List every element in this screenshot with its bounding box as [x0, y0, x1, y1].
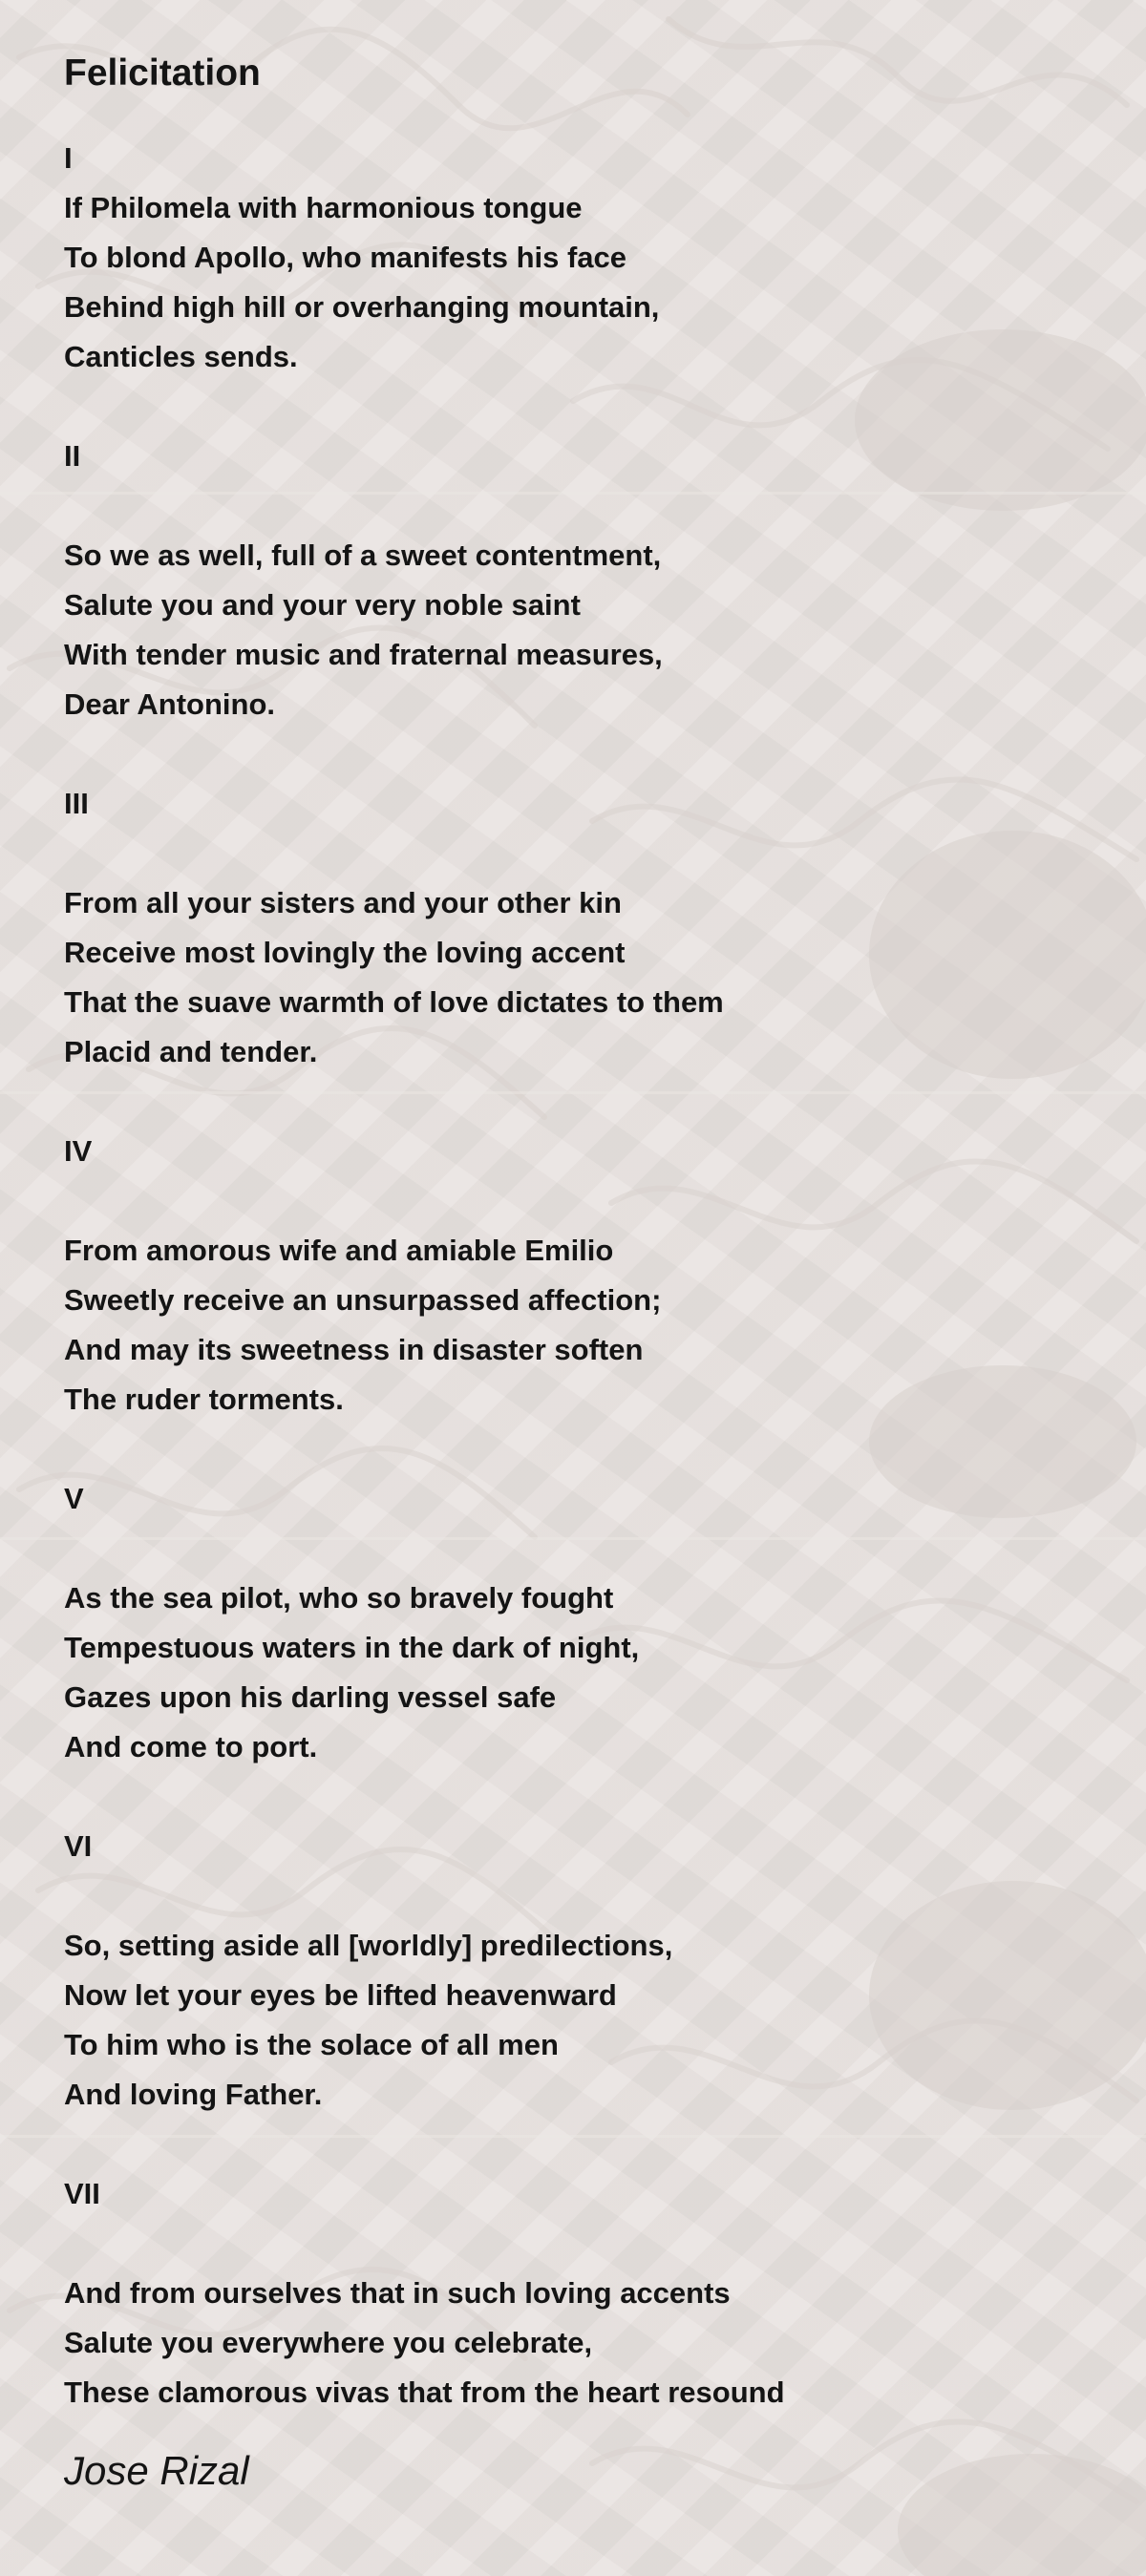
stanza: [64, 432, 1095, 729]
stanza-numeral: II: [64, 439, 81, 473]
poem-line: Dear Antonino.: [64, 687, 276, 721]
poem-line: So, setting aside all [worldly] predilections,: [64, 1929, 673, 1962]
stanza-gap: [64, 382, 1095, 432]
stanza-gap: [64, 1871, 1095, 1921]
stanza-numeral: VI: [64, 1829, 93, 1863]
poem-line: And loving Father.: [64, 2078, 323, 2111]
poem-line: With tender music and fraternal measures,: [64, 638, 663, 671]
poem-line: The ruder torments.: [64, 1383, 344, 1416]
poem-line: If Philomela with harmonious tongue: [64, 191, 583, 224]
stanza: [64, 779, 1095, 1077]
poem-author: Jose Rizal: [64, 2448, 249, 2493]
poem-line: And may its sweetness in disaster soften: [64, 1333, 644, 1366]
poem-line: That the suave warmth of love dictates to them: [64, 985, 724, 1019]
stanza: [64, 1474, 1095, 1772]
poem-line: As the sea pilot, who so bravely fought: [64, 1581, 614, 1615]
poem-line: And come to port.: [64, 1730, 318, 1763]
stanza-numeral: V: [64, 1482, 84, 1515]
stanza-numeral: IV: [64, 1134, 93, 1168]
poem-line: Gazes upon his darling vessel safe: [64, 1680, 557, 1714]
poem-line: And from ourselves that in such loving accents: [64, 2276, 731, 2310]
stanza-gap: [64, 1077, 1095, 1127]
stanza-gap: [64, 2120, 1095, 2169]
poem-line: Salute you and your very noble saint: [64, 588, 581, 622]
poem-line: To him who is the solace of all men: [64, 2028, 559, 2061]
poem-line: These clamorous vivas that from the heart resound: [64, 2375, 785, 2409]
poem-title: Felicitation: [64, 53, 261, 94]
stanza: [64, 1127, 1095, 1425]
stanza-gap: [64, 729, 1095, 779]
stanza-numeral: I: [64, 141, 73, 175]
stanza: [64, 1822, 1095, 2120]
stanza-gap: [64, 1772, 1095, 1822]
poem-line: Sweetly receive an unsurpassed affection;: [64, 1283, 662, 1317]
stanza-numeral: III: [64, 787, 89, 820]
stanza-gap: [64, 481, 1095, 531]
poem-container: [64, 46, 1095, 2500]
poem-line: Receive most lovingly the loving accent: [64, 936, 626, 969]
poem-line: From all your sisters and your other kin: [64, 886, 622, 919]
stanza-numeral: VII: [64, 2177, 100, 2210]
stanza: [64, 2169, 1095, 2418]
poem-line: Salute you everywhere you celebrate,: [64, 2326, 593, 2359]
stanza-gap: [64, 1176, 1095, 1226]
stanza-gap: [64, 2219, 1095, 2269]
stanza: [64, 134, 1095, 382]
stanza-gap: [64, 829, 1095, 878]
poem-line: Now let your eyes be lifted heavenward: [64, 1978, 617, 2012]
poem-line: Behind high hill or overhanging mountain,: [64, 290, 660, 324]
poem-line: From amorous wife and amiable Emilio: [64, 1234, 614, 1267]
stanza-gap: [64, 1524, 1095, 1573]
poem-line: Placid and tender.: [64, 1035, 318, 1068]
poem-line: Canticles sends.: [64, 340, 298, 373]
poem-line: Tempestuous waters in the dark of night,: [64, 1631, 640, 1664]
poem-line: To blond Apollo, who manifests his face: [64, 241, 627, 274]
stanza-gap: [64, 1425, 1095, 1474]
poem-line: So we as well, full of a sweet contentment,: [64, 538, 662, 572]
